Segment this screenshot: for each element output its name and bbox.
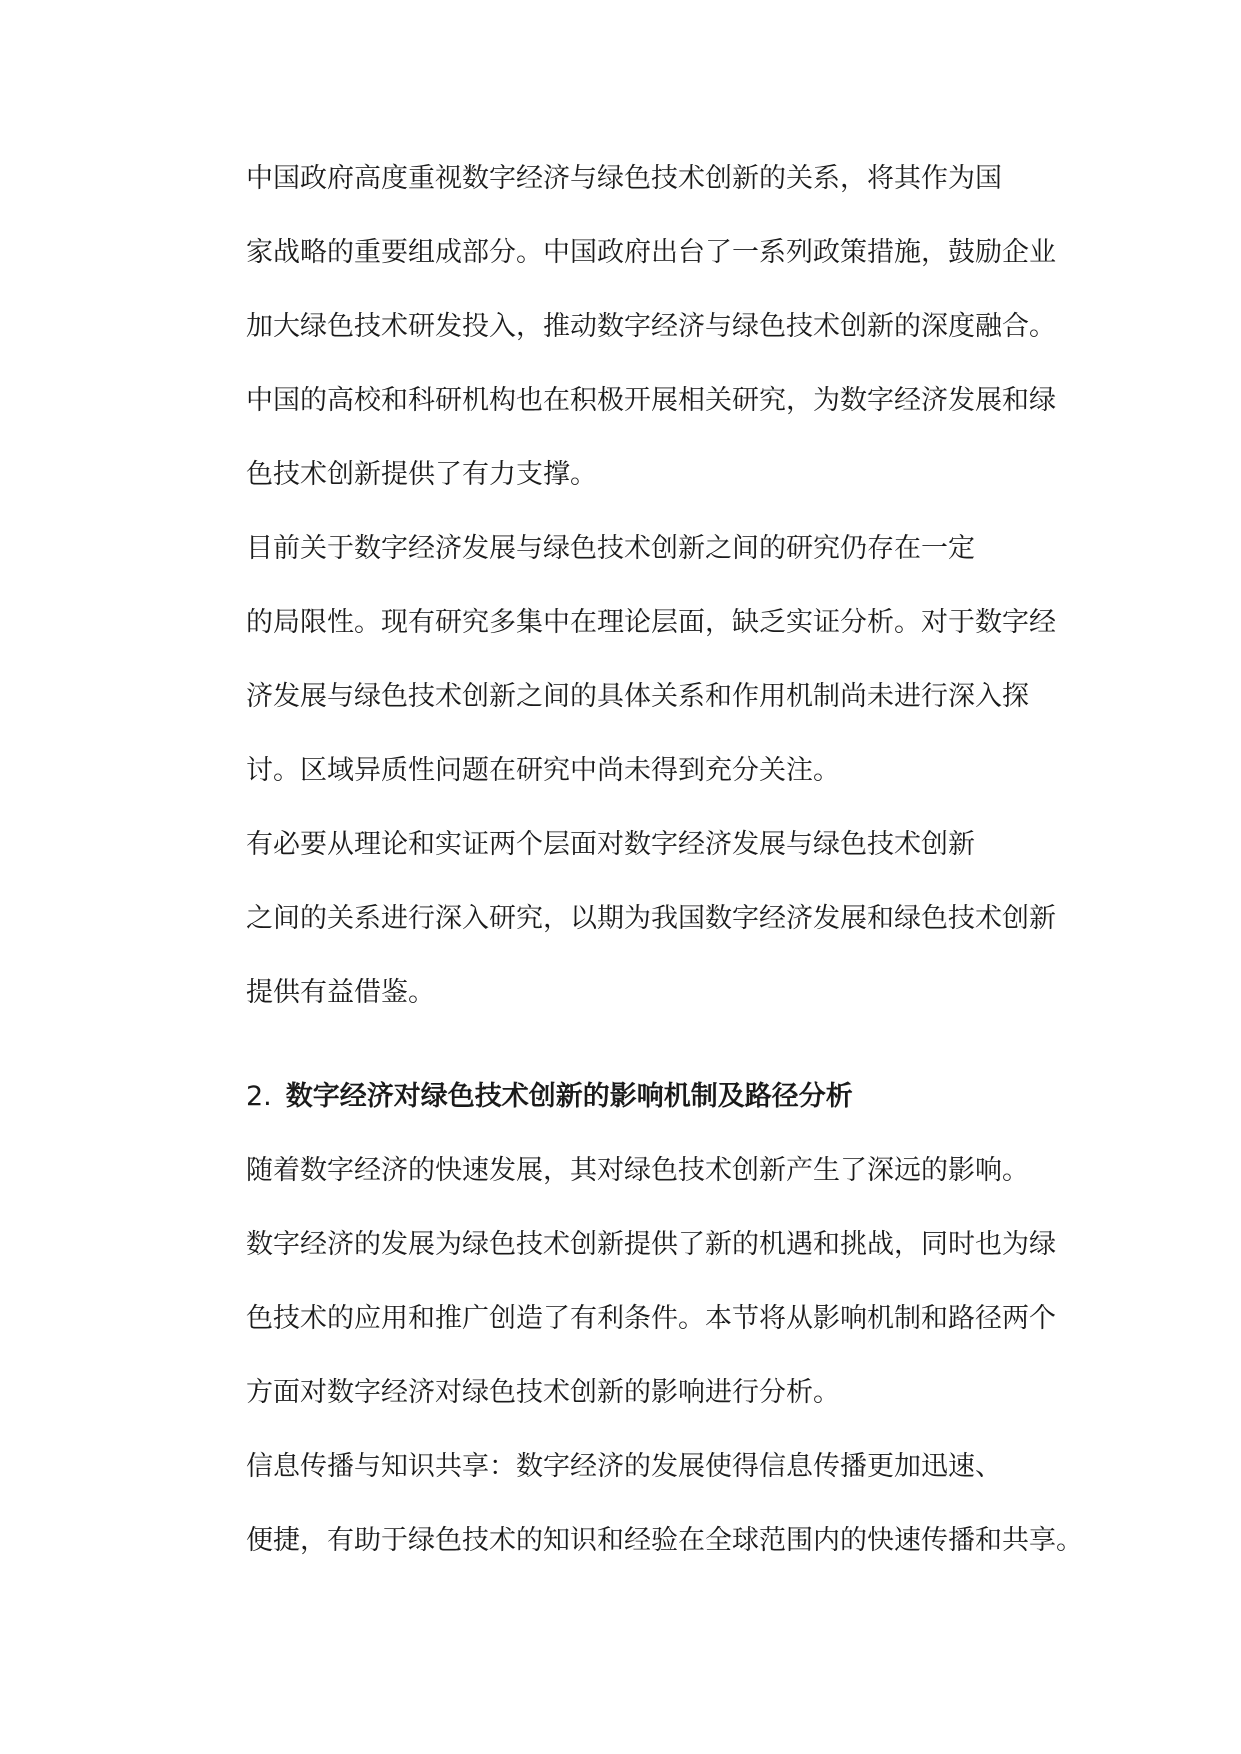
text-line: 济发展与绿色技术创新之间的具体关系和作用机制尚未进行深入探 xyxy=(246,681,1029,712)
text-line: 之间的关系进行深入研究，以期为我国数字经济发展和绿色技术创新 xyxy=(246,903,1056,934)
text-line: 方面对数字经济对绿色技术创新的影响进行分析。 xyxy=(246,1377,840,1408)
text-line: 便捷，有助于绿色技术的知识和经验在全球范围内的快速传播和共享。 xyxy=(246,1525,1083,1556)
text-line: 目前关于数字经济发展与绿色技术创新之间的研究仍存在一定 xyxy=(246,533,975,564)
document-body xyxy=(188,142,1083,1578)
section-number: 2. xyxy=(246,1081,272,1112)
paragraph-limitations xyxy=(188,512,1060,808)
text-line: 讨。区域异质性问题在研究中尚未得到充分关注。 xyxy=(246,755,840,786)
text-line: 提供有益借鉴。 xyxy=(246,977,435,1008)
text-line: 数字经济的发展为绿色技术创新提供了新的机遇和挑战，同时也为绿 xyxy=(246,1229,1056,1260)
section-title: 数字经济对绿色技术创新的影响机制及路径分析 xyxy=(285,1081,853,1112)
section-heading xyxy=(188,1060,1060,1134)
paragraph-necessity xyxy=(188,808,1060,1030)
text-line: 家战略的重要组成部分。中国政府出台了一系列政策措施，鼓励企业 xyxy=(246,237,1056,268)
text-line: 的局限性。现有研究多集中在理论层面，缺乏实证分析。对于数字经 xyxy=(246,607,1056,638)
text-line: 色技术创新提供了有力支撑。 xyxy=(246,459,597,490)
text-line: 中国的高校和科研机构也在积极开展相关研究，为数字经济发展和绿 xyxy=(246,385,1056,416)
text-line: 中国政府高度重视数字经济与绿色技术创新的关系，将其作为国 xyxy=(246,163,1002,194)
paragraph-intro xyxy=(188,1134,1060,1430)
text-line: 色技术的应用和推广创造了有利条件。本节将从影响机制和路径两个 xyxy=(246,1303,1056,1334)
paragraph-policy xyxy=(188,142,1060,512)
text-line: 随着数字经济的快速发展，其对绿色技术创新产生了深远的影响。 xyxy=(246,1155,1029,1186)
paragraph-information-sharing xyxy=(188,1430,1083,1578)
text-line: 信息传播与知识共享：数字经济的发展使得信息传播更加迅速、 xyxy=(246,1451,1002,1482)
text-line: 加大绿色技术研发投入，推动数字经济与绿色技术创新的深度融合。 xyxy=(246,311,1056,342)
text-line: 有必要从理论和实证两个层面对数字经济发展与绿色技术创新 xyxy=(246,829,975,860)
